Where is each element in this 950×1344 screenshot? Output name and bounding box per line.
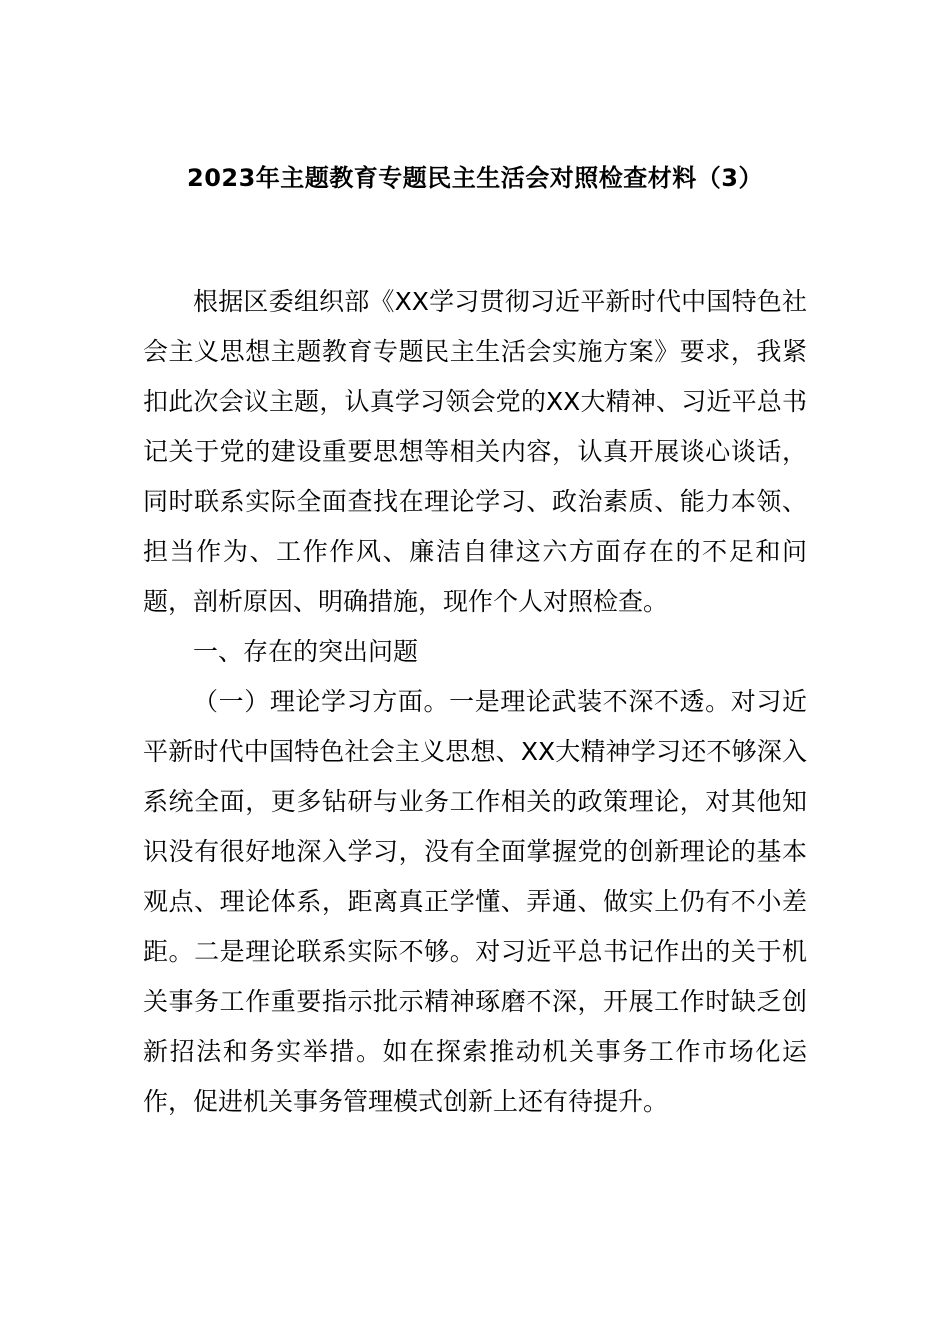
- section-paragraph: （一）理论学习方面。一是理论武装不深不透。对习近平新时代中国特色社会主义思想、XX大精神学习还不够深入系统全面，更多钻研与业务工作相关的政策理论，对其他知识没有很好地深入学习，没有全面掌握党的创新理论的基本观点、理论体系，距离真正学懂、弄通、做实上仍有不小差距。二是理论联系实际不够。对习近平总书记作出的关于机关事务工作重要指示批示精神琢磨不深，开展工作时缺乏创新招法和务实举措。如在探索推动机关事务工作市场化运作，促进机关事务管理模式创新上还有待提升。: [143, 687, 807, 1116]
- document-body: [143, 277, 807, 1127]
- document-title: 2023年主题教育专题民主生活会对照检查材料（3）: [187, 164, 763, 192]
- intro-paragraph: 根据区委组织部《XX学习贯彻习近平新时代中国特色社会主义思想主题教育专题民主生活会实施方案》要求，我紧扣此次会议主题，认真学习领会党的XX大精神、习近平总书记关于党的建设重要思想等相关内容，认真开展谈心谈话，同时联系实际全面查找在理论学习、政治素质、能力本领、担当作为、工作作风、廉洁自律这六方面存在的不足和问题，剖析原因、明确措施，现作个人对照检查。: [143, 287, 807, 616]
- section-heading: 一、存在的突出问题: [193, 637, 419, 666]
